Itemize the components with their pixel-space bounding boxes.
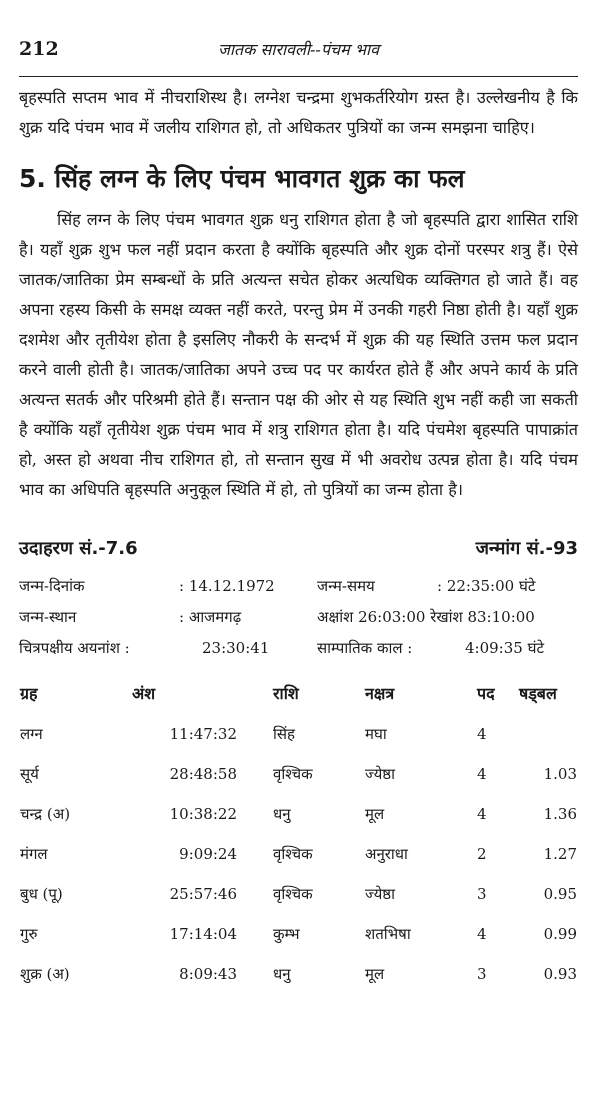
column-header: पद — [477, 684, 495, 703]
page-header — [19, 26, 578, 77]
planet-pada: 4 — [477, 765, 487, 783]
planet-shadbala: 1.27 — [543, 845, 577, 863]
latitude-longitude: अक्षांश 26:03:00 रेखांश 83:10:00 — [317, 608, 535, 626]
planet-nakshatra: ज्येष्ठा — [365, 885, 396, 903]
section-heading: 5. सिंह लग्न के लिए पंचम भावगत शुक्र का फल — [19, 164, 465, 193]
planet-degree: 11:47:32 — [169, 725, 237, 743]
planet-degree: 25:57:46 — [169, 885, 237, 903]
sidereal-time-value: 4:09:35 घंटे — [465, 639, 545, 657]
planet-nakshatra: मूल — [365, 805, 385, 823]
planet-pada: 3 — [477, 885, 487, 903]
ayanamsha-value: 23:30:41 — [202, 639, 270, 657]
planet-name: लग्न — [20, 725, 43, 743]
planet-degree: 8:09:43 — [179, 965, 237, 983]
planet-nakshatra: अनुराधा — [365, 845, 408, 863]
planet-nakshatra: मूल — [365, 965, 385, 983]
table-row — [19, 954, 578, 994]
planet-degree: 10:38:22 — [169, 805, 237, 823]
birth-place-label: जन्म-स्थान — [19, 608, 77, 626]
book-page — [0, 26, 600, 1096]
birth-date-value: : 14.12.1972 — [179, 577, 275, 595]
column-header: ग्रह — [20, 684, 38, 703]
table-row — [19, 834, 578, 874]
planet-shadbala: 1.03 — [543, 765, 577, 783]
chart-label: जन्मांग सं.-93 — [475, 538, 578, 559]
section-body-paragraph: सिंह लग्न के लिए पंचम भावगत शुक्र धनु राशिगत होता है जो बृहस्पति द्वारा शासित राशि है। यहाँ शुक्र शुभ फल नहीं प्रदान करता है क्योंकि बृहस्पति और शुक्र दोनों परस्पर शत्रु हैं। ऐसे जातक/जातिका प्रेम सम्बन्धों के प्रति अत्यन्त सचेत होकर अत्यधिक व्यक्तिगत हो जाते हैं। वह अपना रहस्य किसी के समक्ष व्यक्त नहीं करते, परन्तु प्रेम में उनकी गहरी निष्ठा होती है। यहाँ शुक्र दशमेश और तृतीयेश होता है इसलिए नौकरी के सन्दर्भ में शुक्र की यह स्थिति उत्तम फल प्रदान करने वाली होती है। जातक/जातिका अपने उच्च पद पर कार्यरत होते हैं और अपने कार्य के प्रति अत्यन्त सतर्क और परिश्रमी होते हैं। सन्तान पक्ष की ओर से यह स्थिति शुभ नहीं कही जा सकती है क्योंकि यहाँ तृतीयेश शुक्र पंचम भाव में शत्रु राशिगत होता है। यदि पंचमेश बृहस्पति पापाक्रांत हो, अस्त हो अथवा नीच राशिगत हो, तो सन्तान सुख में भी अवरोध उत्पन्न होता है। यदि पंचम भाव का अधिपति बृहस्पति अनुकूल स्थिति में हो, तो पुत्रियों का जन्म होता है। — [19, 210, 578, 499]
planet-pada: 4 — [477, 725, 487, 743]
birth-time-value: : 22:35:00 घंटे — [437, 577, 536, 595]
planet-pada: 2 — [477, 845, 487, 863]
column-header: अंश — [132, 684, 156, 703]
planet-name: शुक्र (अ) — [20, 965, 70, 983]
sidereal-time-label: साम्पातिक काल : — [317, 639, 413, 657]
birth-details-row-place — [19, 602, 578, 633]
birth-place-value: : आजमगढ़ — [179, 608, 242, 626]
planet-degree: 17:14:04 — [169, 925, 237, 943]
planet-pada: 4 — [477, 805, 487, 823]
planet-degree: 28:48:58 — [169, 765, 237, 783]
birth-date-label: जन्म-दिनांक — [19, 577, 85, 595]
column-header: षड्बल — [519, 684, 557, 703]
planet-shadbala: 0.93 — [543, 965, 577, 983]
table-row — [19, 754, 578, 794]
planet-nakshatra: मघा — [365, 725, 387, 743]
birth-time-label: जन्म-समय — [317, 577, 375, 595]
planet-shadbala — [518, 714, 578, 754]
table-row — [19, 874, 578, 914]
page-number: 212 — [19, 38, 59, 60]
planet-sign: वृश्चिक — [273, 885, 313, 903]
planet-sign: कुम्भ — [273, 925, 300, 943]
planet-name: चन्द्र (अ) — [20, 805, 71, 823]
planet-sign: धनु — [273, 805, 291, 823]
example-label: उदाहरण सं.-7.6 — [19, 538, 138, 559]
planet-sign: वृश्चिक — [273, 765, 313, 783]
table-row — [19, 794, 578, 834]
planet-degree: 9:09:24 — [179, 845, 237, 863]
planet-sign: सिंह — [273, 725, 295, 743]
example-heading-row — [19, 535, 578, 563]
table-row — [19, 714, 578, 754]
birth-details-row-date — [19, 571, 578, 602]
planet-nakshatra: ज्येष्ठा — [365, 765, 396, 783]
planet-name: बुध (पू) — [20, 885, 63, 903]
planet-pada: 4 — [477, 925, 487, 943]
table-row — [19, 914, 578, 954]
planet-name: मंगल — [20, 845, 48, 863]
ayanamsha-label: चित्रपक्षीय अयनांश : — [19, 639, 130, 657]
planet-name: सूर्य — [20, 765, 39, 783]
planet-sign: धनु — [273, 965, 291, 983]
column-header: राशि — [273, 684, 299, 703]
intro-paragraph: बृहस्पति सप्तम भाव में नीचराशिस्थ है। लग्नेश चन्द्रमा शुभकर्तरियोग ग्रस्त है। उल्लेखनीय है कि शुक्र यदि पंचम भाव में जलीय राशिगत हो, तो अधिकतर पुत्रियों का जन्म समझना चाहिए। — [19, 88, 578, 137]
running-title: जातक सारावली--पंचम भाव — [217, 40, 380, 59]
planet-sign: वृश्चिक — [273, 845, 313, 863]
planet-shadbala: 0.95 — [543, 885, 577, 903]
birth-details — [19, 571, 578, 664]
planet-name: गुरु — [20, 925, 38, 943]
birth-details-row-ayanamsha — [19, 633, 578, 664]
planet-table-header — [19, 672, 578, 714]
planet-shadbala: 1.36 — [543, 805, 577, 823]
column-header: नक्षत्र — [365, 684, 395, 703]
planet-shadbala: 0.99 — [543, 925, 577, 943]
planet-nakshatra: शतभिषा — [365, 925, 411, 943]
planet-table — [19, 672, 578, 994]
planet-pada: 3 — [477, 965, 487, 983]
